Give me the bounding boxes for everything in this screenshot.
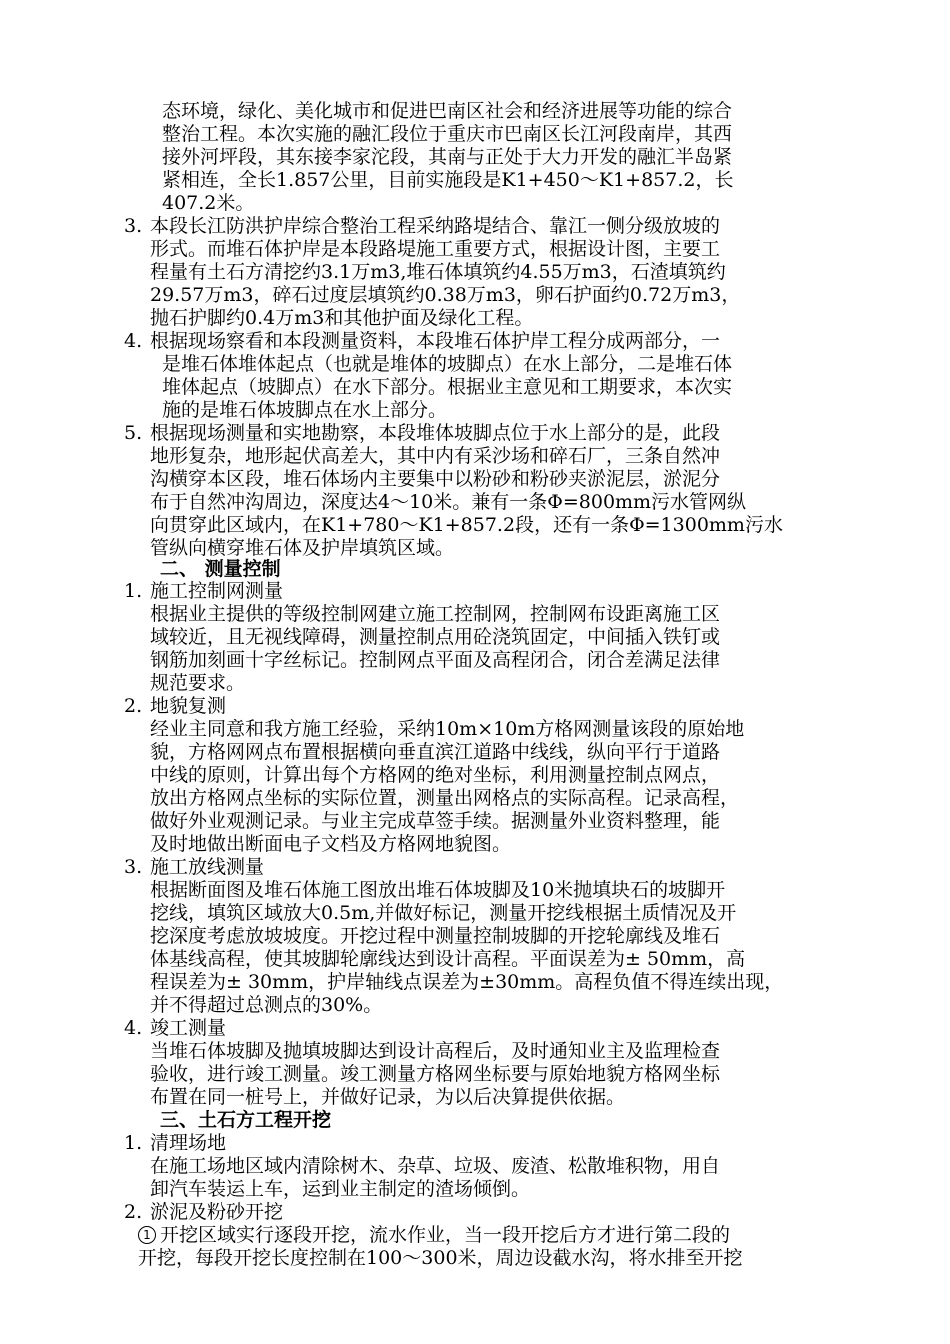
text-line: 布于自然冲沟周边，深度达4～10米。兼有一条Φ=800mm污水管网纵	[150, 491, 747, 513]
text-line: 及时地做出断面电子文档及方格网地貌图。	[150, 833, 512, 855]
list-number: 5.	[124, 422, 143, 444]
text-line: 挖深度考虑放坡坡度。开挖过程中测量控制坡脚的开挖轮廓线及堆石	[150, 925, 721, 947]
section-heading: 三、土石方工程开挖	[160, 1109, 332, 1131]
text-line: 根据业主提供的等级控制网建立施工控制网，控制网布设距离施工区	[150, 603, 721, 625]
circled-number-marker: 1	[138, 1226, 156, 1244]
text-line-content: 开挖区域实行逐段开挖，流水作业，当一段开挖后方才进行第二段的	[160, 1224, 731, 1246]
text-line: 钢筋加刻画十字丝标记。控制网点平面及高程闭合，闭合差满足法律	[150, 649, 721, 671]
subsection-title: 施工放线测量	[150, 856, 265, 878]
list-number: 4.	[124, 330, 143, 352]
text-line: 地形复杂，地形起伏高差大，其中内有采沙场和碎石厂，三条自然冲	[150, 445, 721, 467]
text-line: 中线的原则，计算出每个方格网的绝对坐标，利用测量控制点网点，	[150, 764, 721, 786]
text-line: 做好外业观测记录。与业主完成草签手续。据测量外业资料整理，能	[150, 810, 721, 832]
text-line: 经业主同意和我方施工经验，采纳10m×10m方格网测量该段的原始地	[150, 718, 745, 740]
text-line: 当堆石体坡脚及抛填坡脚达到设计高程后，及时通知业主及监理检查	[150, 1040, 721, 1062]
text-line: 向贯穿此区域内，在K1+780～K1+857.2段，还有一条Φ=1300mm污水	[150, 514, 783, 536]
text-line: 整治工程。本次实施的融汇段位于重庆市巴南区长江河段南岸，其西	[162, 123, 733, 145]
text-line: 接外河坪段，其东接李家沱段，其南与正处于大力开发的融汇半岛紧	[162, 146, 733, 168]
text-line: 是堆石体堆体起点（也就是堆体的坡脚点）在水上部分，二是堆石体	[162, 353, 733, 375]
text-line: 态环境，绿化、美化城市和促进巴南区社会和经济进展等功能的综合	[162, 100, 733, 122]
text-line: 域较近，且无视线障碍，测量控制点用砼浇筑固定，中间插入铁钉或	[150, 626, 721, 648]
text-line: 根据断面图及堆石体施工图放出堆石体坡脚及10米抛填块石的坡脚开	[150, 879, 726, 901]
list-number: 1.	[124, 580, 143, 602]
text-line: 挖线，填筑区域放大0.5m,并做好标记，测量开挖线根据土质情况及开	[150, 902, 737, 924]
text-line: 29.57万m3，碎石过度层填筑约0.38万m3，卵石护面约0.72万m3，	[150, 284, 741, 306]
text-line: 抛石护脚约0.4万m3和其他护面及绿化工程。	[150, 307, 534, 329]
text-line: 根据现场察看和本段测量资料，本段堆石体护岸工程分成两部分，一	[150, 330, 721, 352]
text-line: 407.2米。	[162, 192, 255, 214]
text-line: 开挖，每段开挖长度控制在100～300米，周边设截水沟，将水排至开挖	[138, 1247, 743, 1269]
text-line: 在施工场地区域内清除树木、杂草、垃圾、废渣、松散堆积物，用自	[150, 1155, 721, 1177]
text-line	[138, 1224, 730, 1246]
text-line: 堆体起点（坡脚点）在水下部分。根据业主意见和工期要求，本次实	[162, 376, 733, 398]
text-line: 貌，方格网网点布置根据横向垂直滨江道路中线线，纵向平行于道路	[150, 741, 721, 763]
text-line: 施的是堆石体坡脚点在水上部分。	[162, 399, 448, 421]
text-line: 紧相连，全长1.857公里，目前实施段是K1+450～K1+857.2，长	[162, 169, 734, 191]
text-line: 程误差为± 30mm，护岸轴线点误差为±30mm。高程负值不得连续出现，	[150, 971, 784, 993]
text-line: 本段长江防洪护岸综合整治工程采纳路堤结合、靠江一侧分级放坡的	[150, 215, 721, 237]
subsection-title: 淤泥及粉砂开挖	[150, 1201, 284, 1223]
subsection-title: 地貌复测	[150, 695, 227, 717]
list-number: 4.	[124, 1017, 143, 1039]
text-line: 规范要求。	[150, 672, 246, 694]
subsection-title: 清理场地	[150, 1132, 227, 1154]
text-line: 验收，进行竣工测量。竣工测量方格网坐标要与原始地貌方格网坐标	[150, 1063, 721, 1085]
text-line: 沟横穿本区段，堆石体场内主要集中以粉砂和粉砂夹淤泥层，淤泥分	[150, 468, 721, 490]
text-line: 布置在同一桩号上，并做好记录，为以后决算提供依据。	[150, 1086, 626, 1108]
text-line: 并不得超过总测点的30%。	[150, 994, 383, 1016]
text-line: 管纵向横穿堆石体及护岸填筑区域。	[150, 537, 455, 559]
section-heading: 二、 测量控制	[160, 558, 281, 580]
subsection-title: 竣工测量	[150, 1017, 227, 1039]
list-number: 3.	[124, 215, 143, 237]
text-line: 形式。而堆石体护岸是本段路堤施工重要方式，根据设计图，主要工	[150, 238, 721, 260]
list-number: 2.	[124, 1201, 143, 1223]
list-number: 1.	[124, 1132, 143, 1154]
list-number: 2.	[124, 695, 143, 717]
list-number: 3.	[124, 856, 143, 878]
text-line: 卸汽车装运上车，运到业主制定的渣场倾倒。	[150, 1178, 531, 1200]
text-line: 程量有土石方清挖约3.1万m3,堆石体填筑约4.55万m3，石渣填筑约	[150, 261, 726, 283]
text-line: 根据现场测量和实地勘察，本段堆体坡脚点位于水上部分的是，此段	[150, 422, 721, 444]
text-line: 体基线高程，使其坡脚轮廓线达到设计高程。平面误差为± 50mm，高	[150, 948, 746, 970]
text-line: 放出方格网点坐标的实际位置，测量出网格点的实际高程。记录高程，	[150, 787, 740, 809]
subsection-title: 施工控制网测量	[150, 580, 284, 602]
